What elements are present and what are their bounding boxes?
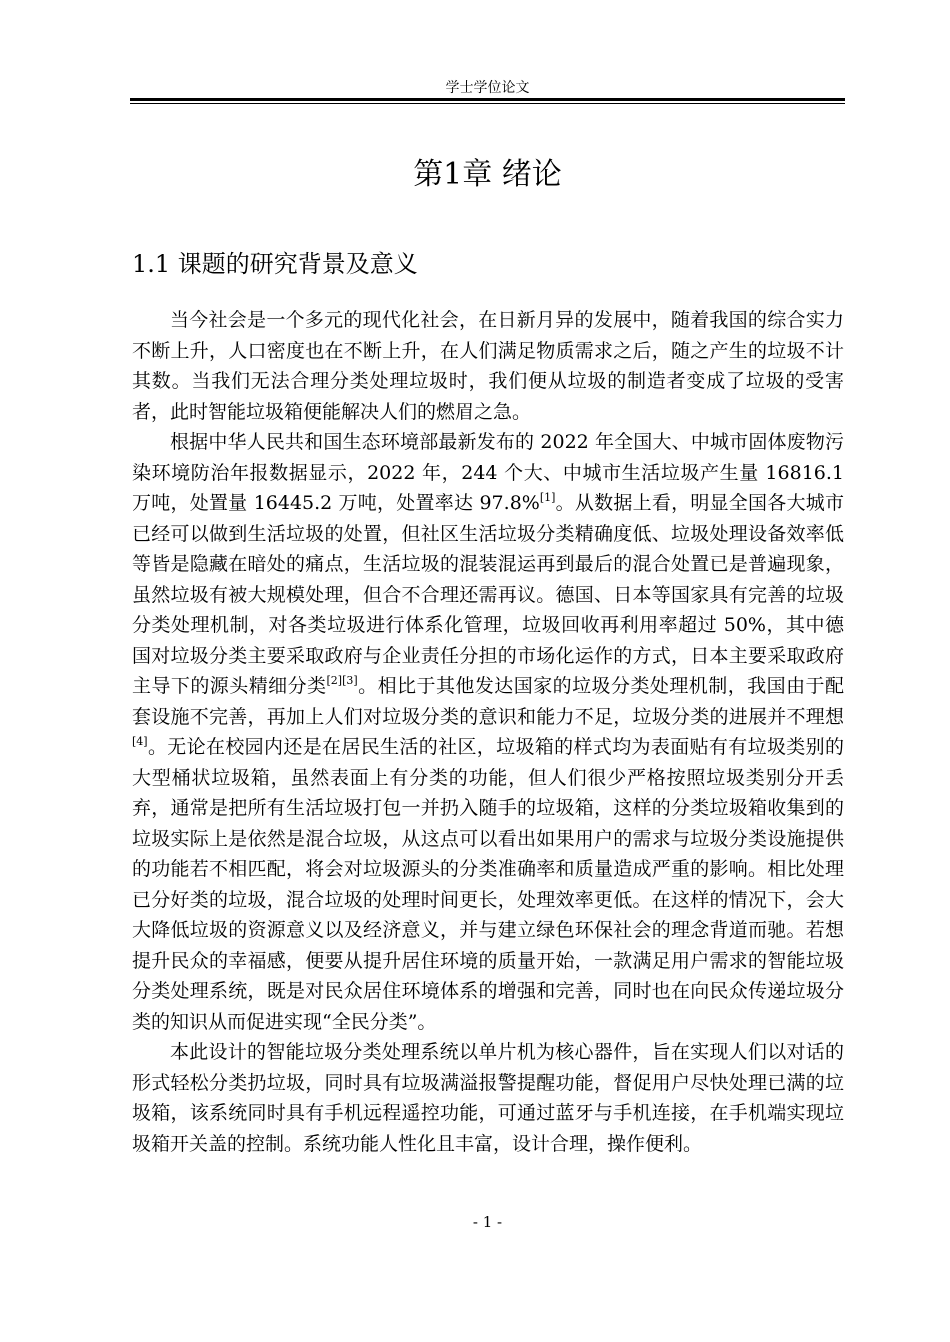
paragraph-2 bbox=[132, 427, 844, 1037]
running-header: 学士学位论文 bbox=[445, 80, 530, 96]
paragraph-3: 本此设计的智能垃圾分类处理系统以单片机为核心器件，旨在实现人们以对话的形式轻松分类扔垃圾，同时具有垃圾满溢报警提醒功能，督促用户尽快处理已满的垃圾箱，该系统同时具有手机远程遥控功能，可通过蓝牙与手机连接，在手机端实现垃圾箱开关盖的控制。系统功能人性化且丰富，设计合理，操作便利。 bbox=[132, 1041, 844, 1155]
header-rule-thick bbox=[130, 98, 845, 101]
section-title: 1.1 课题的研究背景及意义 bbox=[132, 250, 418, 278]
header-rule-thin bbox=[130, 103, 845, 104]
paragraph-2-text-2: 。从数据上看，明显全国各大城市已经可以做到生活垃圾的处置，但社区生活垃圾分类精确度低、垃圾处理设备效率低等皆是隐藏在暗处的痛点，生活垃圾的混装混运再到最后的混合处置已是普遍现象，虽然垃圾有被大规模处理，但合不合理还需再议。德国、日本等国家具有完善的垃圾分类处理机制，对各类垃圾进行体系化管理，垃圾回收再利用率超过 50%，其中德国对垃圾分类主要采取政府与企业责任分担的市场化运作的方式，日本主要采取政府主导下的源头精细分类 bbox=[132, 492, 844, 697]
chapter-title: 第1章 绪论 bbox=[413, 157, 562, 192]
paragraph-2-text-3: 。相比于其他发达国家的垃圾分类处理机制，我国由于配套设施不完善，再加上人们对垃圾分类的意识和能力不足，垃圾分类的进展并不理想 bbox=[132, 675, 844, 728]
paragraph-2-text-1: 根据中华人民共和国生态环境部最新发布的 2022 年全国大、中城市固体废物污染环境防治年报数据显示，2022 年，244 个大、中城市生活垃圾产生量 16816.1 万吨，处置量 16445.2 万吨，处置率达 97.8% bbox=[132, 431, 844, 514]
paragraph-2-text-4: 。无论在校园内还是在居民生活的社区，垃圾箱的样式均为表面贴有有垃圾类别的大型桶状垃圾箱，虽然表面上有分类的功能，但人们很少严格按照垃圾类别分开丢弃，通常是把所有生活垃圾打包一并扔入随手的垃圾箱，这样的分类垃圾箱收集到的垃圾实际上是依然是混合垃圾，从这点可以看出如果用户的需求与垃圾分类设施提供的功能若不相匹配，将会对垃圾源头的分类准确率和质量造成严重的影响。相比处理已分好类的垃圾，混合垃圾的处理时间更长，处理效率更低。在这样的情况下，会大大降低垃圾的资源意义以及经济意义，并与建立绿色环保社会的理念背道而驰。若想提升民众的幸福感，便要从提升居住环境的质量开始，一款满足用户需求的智能垃圾分类处理系统，既是对民众居住环境体系的增强和完善，同时也在向民众传递垃圾分类的知识从而促进实现“全民分类”。 bbox=[132, 736, 844, 1033]
citation-4: [4] bbox=[132, 735, 148, 748]
body-text bbox=[132, 305, 844, 1159]
citation-1: [1] bbox=[539, 491, 556, 504]
paragraph-1: 当今社会是一个多元的现代化社会，在日新月异的发展中，随着我国的综合实力不断上升，人口密度也在不断上升，在人们满足物质需求之后，随之产生的垃圾不计其数。当我们无法合理分类处理垃圾时，我们便从垃圾的制造者变成了垃圾的受害者，此时智能垃圾箱便能解决人们的燃眉之急。 bbox=[132, 309, 844, 423]
citation-2-3: [2][3] bbox=[326, 674, 358, 687]
page-number: - 1 - bbox=[472, 1213, 503, 1231]
